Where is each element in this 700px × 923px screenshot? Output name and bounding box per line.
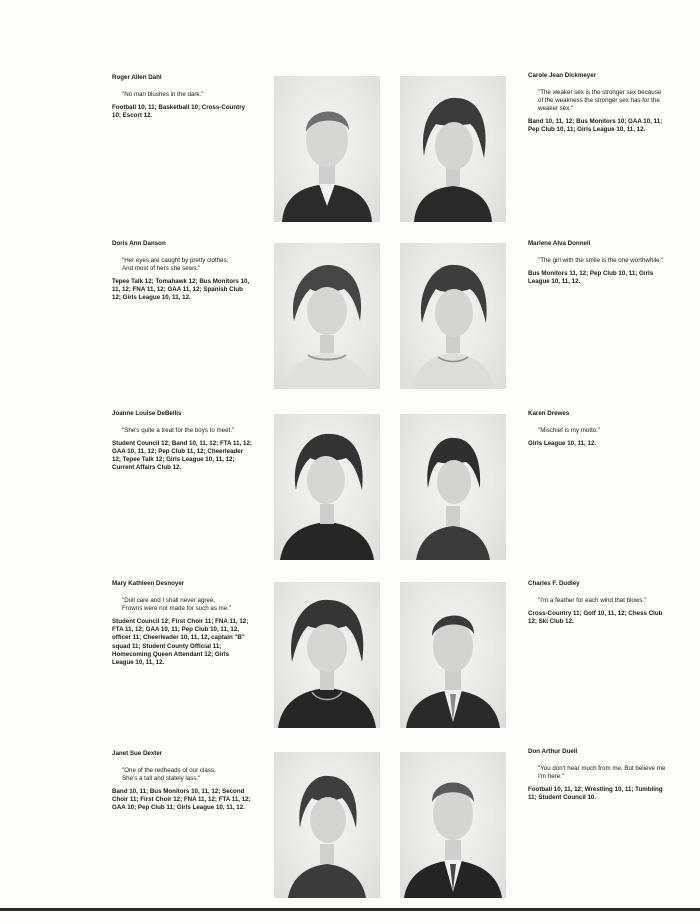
portrait-photo-debellis [274, 414, 380, 560]
student-quote: "You don't hear much from me, But believe me I'm here." [538, 765, 666, 781]
student-activities: Cross-Country 11; Golf 10, 11, 12; Chess Club 12; Ski Club 12. [528, 610, 663, 626]
student-activities: Band 10, 11; Bus Monitors 10, 11, 12; Second Choir 11; First Choir 12; FNA 11, 12; FTA 11, 12; GAA 10; Pep Club 11; Girls League 10, 11, 12. [112, 788, 251, 812]
student-name: Charles F. Dudley [528, 580, 580, 587]
student-name: Carole Jean Dickmeyer [528, 72, 597, 79]
student-entry-drewes [528, 410, 668, 448]
student-activities: Tepee Talk 12; Tomahawk 12; Bus Monitors 10, 11, 12; FNA 11, 12; GAA 11, 12; Spanish Club 12; Girls League 10, 11, 12. [112, 278, 250, 302]
student-activities: Bus Monitors 11, 12; Pep Club 10, 11; Girls League 10, 11, 12. [528, 270, 654, 286]
student-name: Joanne Louise DeBellis [112, 410, 182, 417]
student-entry-desnoyer [112, 580, 252, 667]
student-activities: Band 10, 11, 12; Bus Monitors 10; GAA 10, 11; Pep Club 10, 11; Girls League 10, 11, 12. [528, 118, 663, 134]
student-name: Karen Drewes [528, 410, 570, 417]
student-quote: "Mischief is my motto." [538, 427, 601, 435]
student-entry-dexter [112, 750, 252, 813]
student-quote: "Her eyes are caught by pretty clothes, And most of hers she sews." [122, 257, 229, 273]
student-quote: "I'm a feather for each wind that blows." [538, 597, 647, 605]
student-quote: "No man blushes in the dark." [122, 91, 204, 99]
student-activities: Football 10, 11; Basketball 10; Cross-Country 10; Escort 12. [112, 104, 246, 120]
student-entry-debellis [112, 410, 252, 473]
portrait-photo-dexter [274, 752, 380, 898]
portrait-photo-donnell [400, 243, 506, 389]
student-name: Janet Sue Dexter [112, 750, 163, 757]
portrait-photo-dudley [400, 582, 506, 728]
student-name: Mary Kathleen Desnoyer [112, 580, 185, 587]
student-quote: "The weaker sex is the stronger sex because of the weakness the stronger sex has for the weaker sex." [538, 89, 662, 113]
student-quote: "She's quite a treat for the boys to meet." [122, 427, 235, 435]
portrait-photo-drewes [400, 414, 506, 560]
student-entry-duell [528, 748, 668, 802]
page-bottom-rule [0, 908, 700, 911]
student-name: Roger Allen Dahl [112, 74, 162, 81]
portrait-photo-danson [274, 243, 380, 389]
student-quote: "The girl with the smile is the one worthwhile." [538, 257, 664, 265]
portrait-photo-dickmeyer [400, 76, 506, 222]
student-activities: Girls League 10, 11, 12. [528, 440, 597, 448]
student-name: Doris Ann Danson [112, 240, 166, 247]
student-quote: "Dull care and I shall never agree, Frowns were not made for such as me." [122, 597, 232, 613]
student-entry-dahl [112, 74, 252, 120]
portrait-photo-desnoyer [274, 582, 380, 728]
student-activities: Football 10, 11, 12; Wrestling 10, 11; Tumbling 11; Student Council 10. [528, 786, 663, 802]
student-name: Don Arthur Duell [528, 748, 578, 755]
student-entry-dickmeyer [528, 72, 668, 135]
student-entry-danson [112, 240, 252, 303]
student-activities: Student Council 12; Band 10, 11, 12; FTA 11, 12; GAA 10, 11, 12; Pep Club 11, 12; Cheerleader 12; Tepee Talk 12; Girls League 10, 11, 12; Current Affairs Club 12. [112, 440, 252, 472]
student-entry-donnell [528, 240, 668, 286]
student-quote: "One of the redheads of our class, She's a tall and stately lass." [122, 767, 216, 783]
student-activities: Student Council 12; First Choir 11; FNA 11, 12; FTA 11, 12; GAA 10, 11; Pep Club 10, 11, 12, officer 11; Cheerleader 10, 11, 12, captain "B" squad 11; Student County Official 11; Homecoming Queen Attendant 12; Girls League 10, 11, 12. [112, 618, 249, 666]
portrait-photo-dahl [274, 76, 380, 222]
student-name: Marlene Alva Donnell [528, 240, 591, 247]
portrait-photo-duell [400, 752, 506, 898]
student-entry-dudley [528, 580, 668, 626]
